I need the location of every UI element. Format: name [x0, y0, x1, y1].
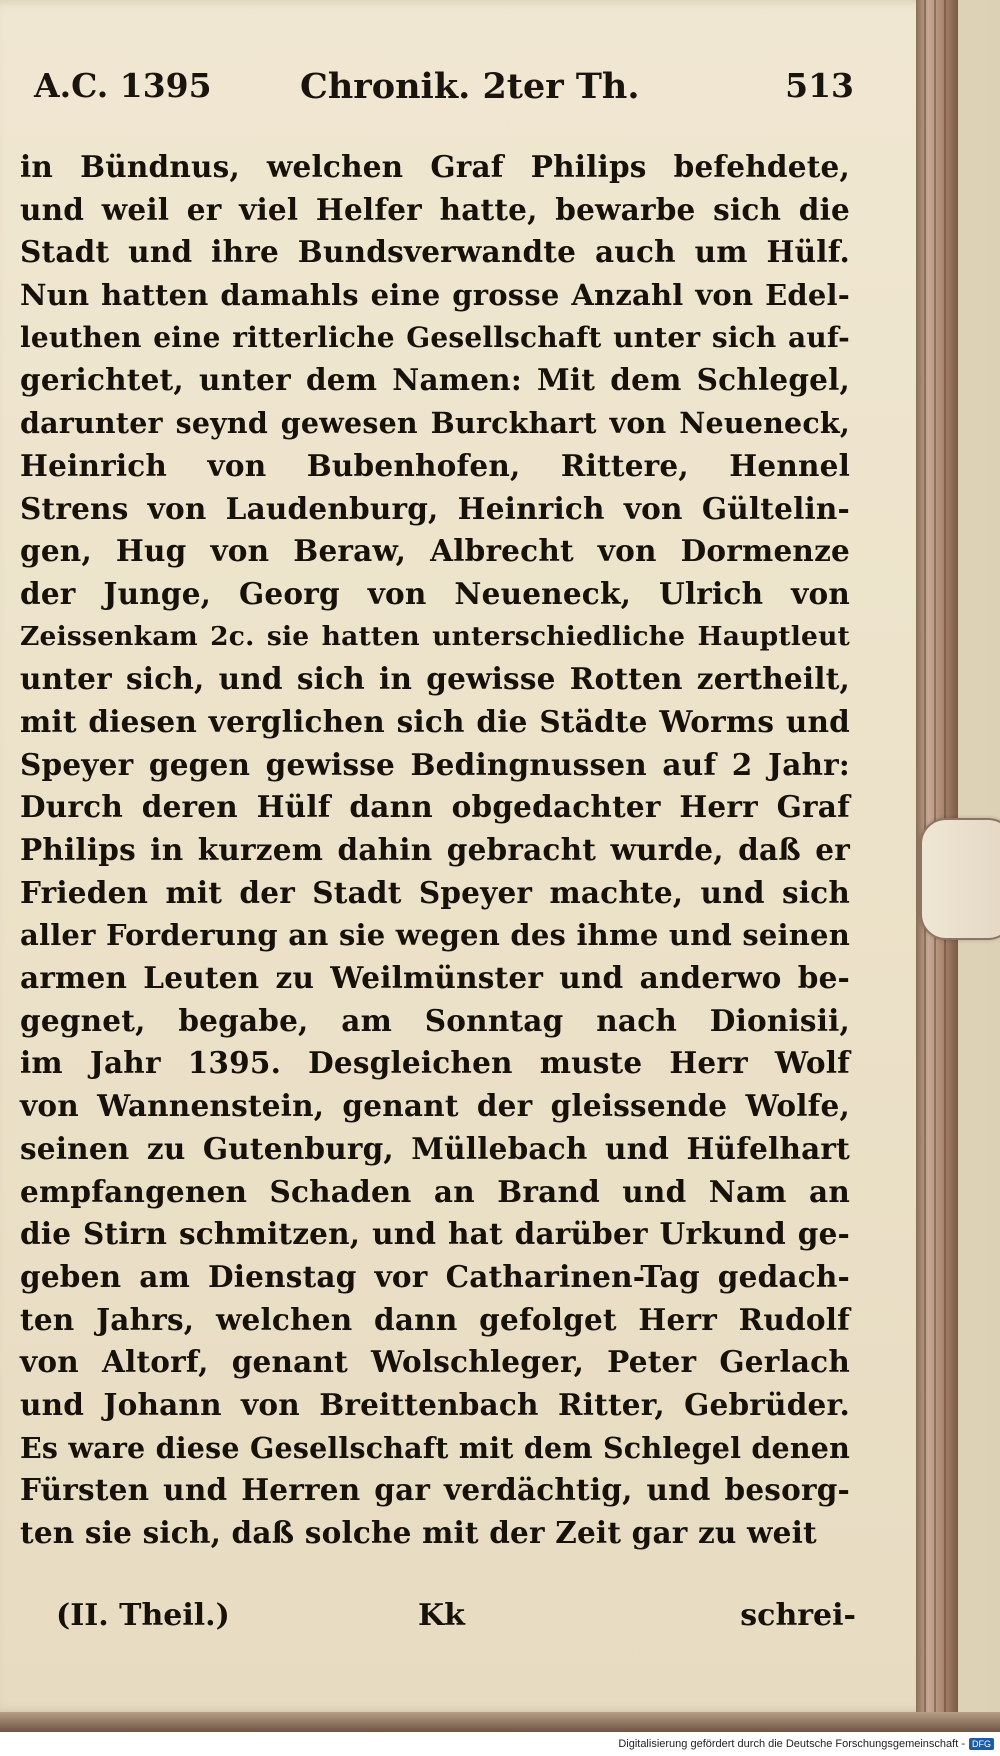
text-line: die Stirn schmitzen, und hat darüber Urkund ge- [20, 1216, 850, 1252]
text-line: Heinrich von Bubenhofen, Rittere, Hennel [20, 447, 850, 483]
running-header [34, 66, 854, 124]
signature-mark: Kk [418, 1598, 465, 1633]
text-line: Speyer gegen gewisse Bedingnussen auf 2 Jahr: [20, 746, 850, 782]
volume-label: (II. Theil.) [56, 1598, 230, 1633]
signature-row [56, 1598, 856, 1646]
text-line: gerichtet, unter dem Namen: Mit dem Schlegel, [20, 362, 850, 398]
text-line: Fürsten und Herren gar verdächtig, und besorg- [20, 1472, 850, 1508]
text-line: und Johann von Breittenbach Ritter, Gebrüder. [20, 1386, 850, 1422]
text-line: Stadt und ihre Bundsverwandte auch um Hülf. [20, 234, 850, 270]
text-line: Philips in kurzem dahin gebracht wurde, daß er [20, 832, 850, 867]
text-line: seinen zu Gutenburg, Müllebach und Hüfelhart [20, 1130, 850, 1166]
page-clip [920, 818, 1000, 940]
text-line: darunter seynd gewesen Burckhart von Neueneck, [20, 406, 850, 441]
text-line: der Junge, Georg von Neueneck, Ulrich von [20, 575, 850, 611]
text-line: mit diesen verglichen sich die Städte Worms und [20, 703, 850, 739]
text-line: gegnet, begabe, am Sonntag nach Dionisii, [20, 1002, 850, 1038]
text-line: im Jahr 1395. Desgleichen muste Herr Wolf [20, 1045, 850, 1081]
book-bottom-edge [0, 1712, 1000, 1732]
body-text [20, 146, 850, 1555]
text-line: Nun hatten damahls eine grosse Anzahl von Edel- [20, 278, 850, 313]
page-number: 513 [785, 66, 854, 105]
header-title: Chronik. 2ter Th. [300, 66, 640, 107]
dfg-logo[interactable]: DFG [969, 1738, 994, 1750]
text-line: unter sich, und sich in gewisse Rotten zertheilt, [20, 661, 850, 697]
text-line: Frieden mit der Stadt Speyer machte, und sich [20, 874, 850, 910]
text-line: von Wannenstein, genant der gleissende Wolfe, [20, 1088, 850, 1124]
text-line: Strens von Laudenburg, Heinrich von Gültelin- [20, 490, 850, 526]
text-line: und weil er viel Helfer hatte, bewarbe sich die [20, 191, 850, 227]
digitization-footer [0, 1732, 1000, 1756]
text-line: ten Jahrs, welchen dann gefolget Herr Rudolf [20, 1301, 850, 1337]
text-line: empfangenen Schaden an Brand und Nam an [20, 1173, 850, 1209]
text-line: armen Leuten zu Weilmünster und anderwo be- [20, 960, 850, 996]
text-line: leuthen eine ritterliche Gesellschaft unter sich auf- [20, 320, 850, 354]
text-line: Zeissenkam 2c. sie hatten unterschiedliche Hauptleut [20, 620, 850, 652]
text-line: Es ware diese Gesellschaft mit dem Schlegel denen [20, 1430, 850, 1465]
text-line: aller Forderung an sie wegen des ihme und seinen [20, 918, 850, 953]
text-line: geben am Dienstag vor Catharinen-Tag gedach- [20, 1258, 850, 1294]
text-line: in Bündnus, welchen Graf Philips befehdete, [20, 149, 850, 184]
text-line: von Altorf, genant Wolschleger, Peter Gerlach [20, 1344, 850, 1380]
text-line: ten sie sich, daß solche mit der Zeit gar zu weit [20, 1515, 817, 1550]
header-year: A.C. 1395 [34, 66, 212, 105]
catchword: schrei- [740, 1598, 856, 1633]
text-line: Durch deren Hülf dann obgedachter Herr Graf [20, 789, 850, 825]
footer-credit: Digitalisierung gefördert durch die Deutsche Forschungsgemeinschaft - [618, 1738, 965, 1750]
text-line: gen, Hug von Beraw, Albrecht von Dormenze [20, 533, 850, 569]
